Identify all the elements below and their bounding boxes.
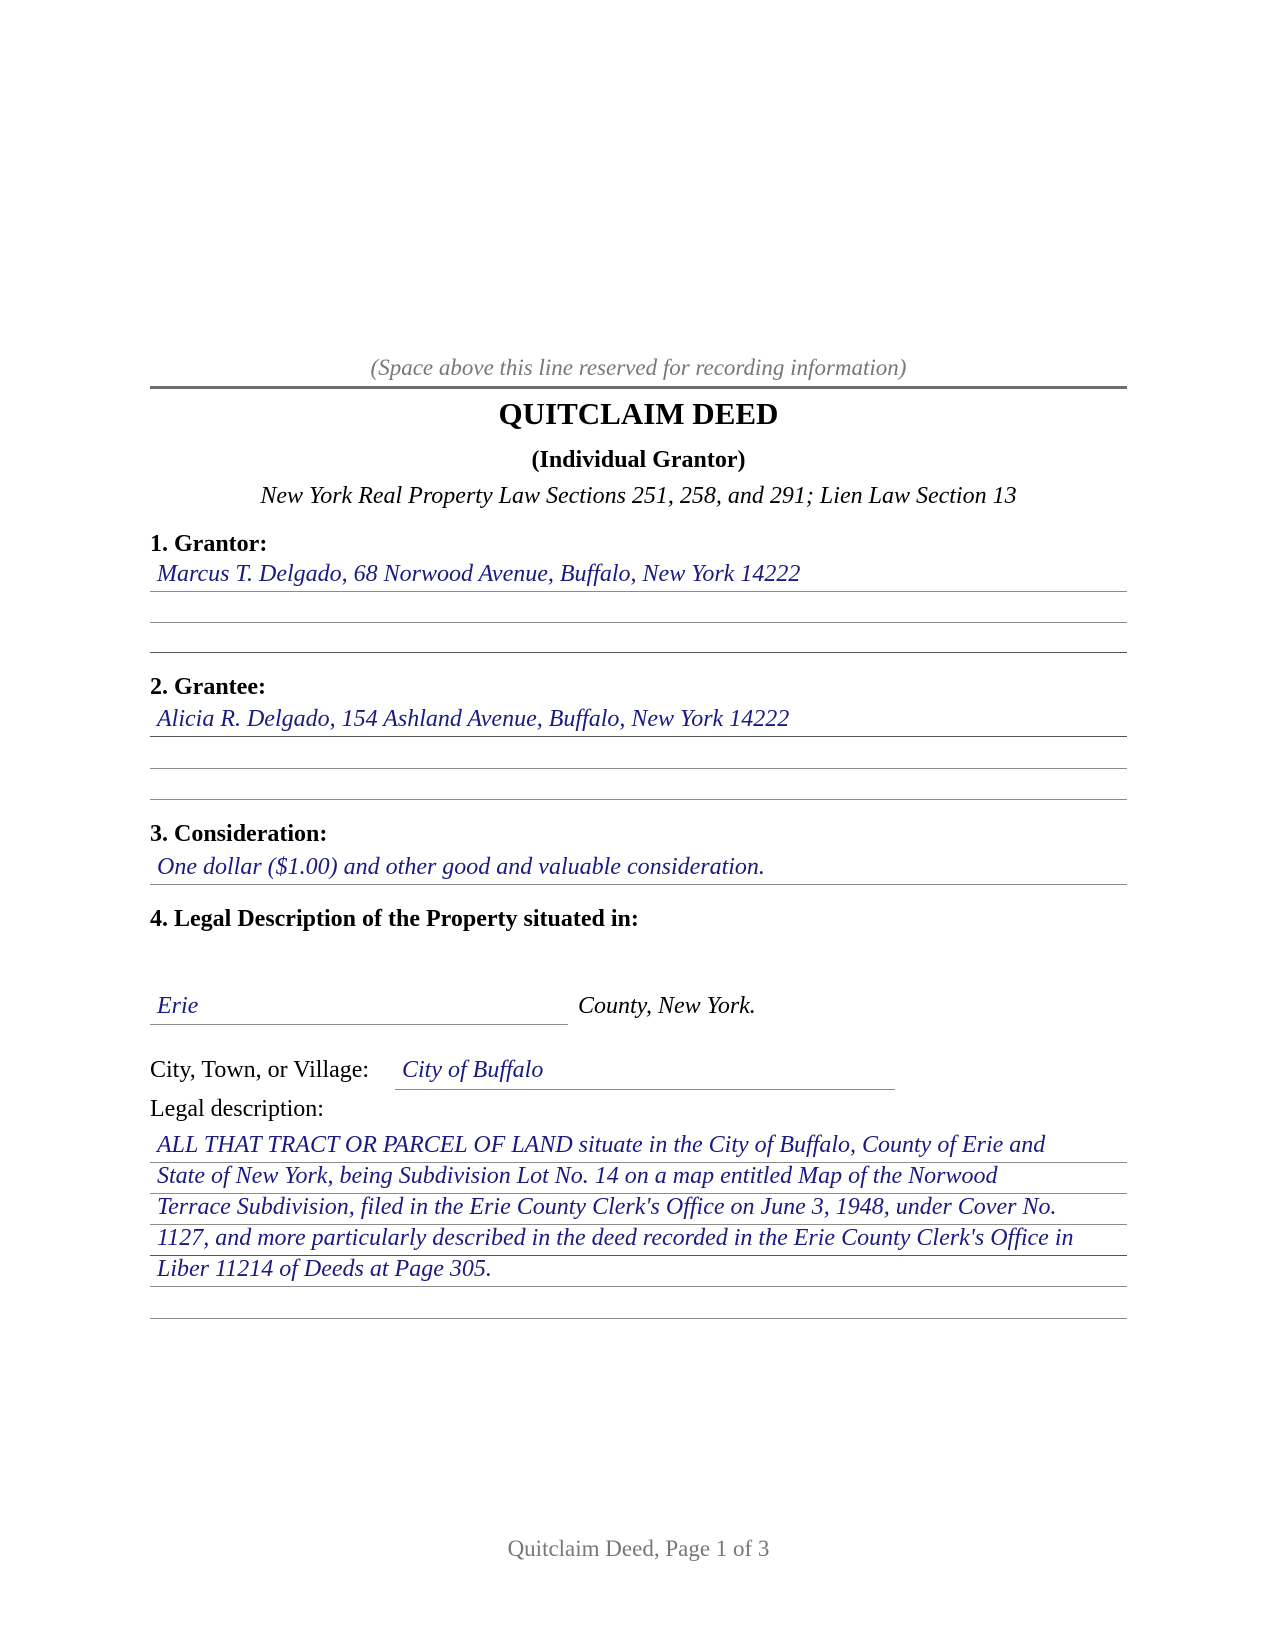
grantor-blank-line[interactable] — [150, 652, 1127, 653]
grantee-field[interactable]: Alicia R. Delgado, 154 Ashland Avenue, Buffalo, New York 14222 — [150, 706, 1127, 737]
statute-reference: New York Real Property Law Sections 251, 258, and 291; Lien Law Section 13 — [260, 483, 1017, 509]
grantee-blank-line[interactable] — [150, 799, 1127, 800]
grantee-blank-line[interactable] — [150, 768, 1127, 769]
document-subtitle: (Individual Grantor) — [531, 447, 746, 473]
grantor-heading: 1. Grantor: — [150, 531, 268, 557]
legal-description-blank-line[interactable] — [150, 1318, 1127, 1319]
legal-description-line[interactable]: 1127, and more particularly described in the deed recorded in the Erie County Clerk's Office in — [150, 1225, 1127, 1256]
deed-page — [150, 0, 1127, 1650]
legal-description-heading: 4. Legal Description of the Property situated in: — [150, 906, 639, 932]
consideration-heading: 3. Consideration: — [150, 821, 328, 847]
recording-divider — [150, 386, 1127, 389]
legal-description-line[interactable]: Liber 11214 of Deeds at Page 305. — [150, 1256, 1127, 1287]
county-field[interactable]: Erie — [150, 993, 568, 1025]
consideration-field[interactable]: One dollar ($1.00) and other good and valuable consideration. — [150, 854, 1127, 885]
legal-description-label: Legal description: — [150, 1096, 324, 1122]
city-town-village-field[interactable]: City of Buffalo — [395, 1057, 895, 1090]
city-town-village-label: City, Town, or Village: — [150, 1057, 370, 1083]
county-suffix-label: County, New York. — [578, 993, 756, 1019]
grantor-field[interactable]: Marcus T. Delgado, 68 Norwood Avenue, Buffalo, New York 14222 — [150, 561, 1127, 592]
grantor-blank-line[interactable] — [150, 622, 1127, 623]
document-title: QUITCLAIM DEED — [498, 396, 779, 431]
recording-reserved-note: (Space above this line reserved for recording information) — [370, 355, 907, 380]
legal-description-line[interactable]: ALL THAT TRACT OR PARCEL OF LAND situate in the City of Buffalo, County of Erie and — [150, 1132, 1127, 1163]
legal-description-line[interactable]: Terrace Subdivision, filed in the Erie County Clerk's Office on June 3, 1948, under Cover No. — [150, 1194, 1127, 1225]
page-footer: Quitclaim Deed, Page 1 of 3 — [507, 1536, 770, 1561]
grantee-heading: 2. Grantee: — [150, 674, 266, 700]
legal-description-line[interactable]: State of New York, being Subdivision Lot No. 14 on a map entitled Map of the Norwood — [150, 1163, 1127, 1194]
